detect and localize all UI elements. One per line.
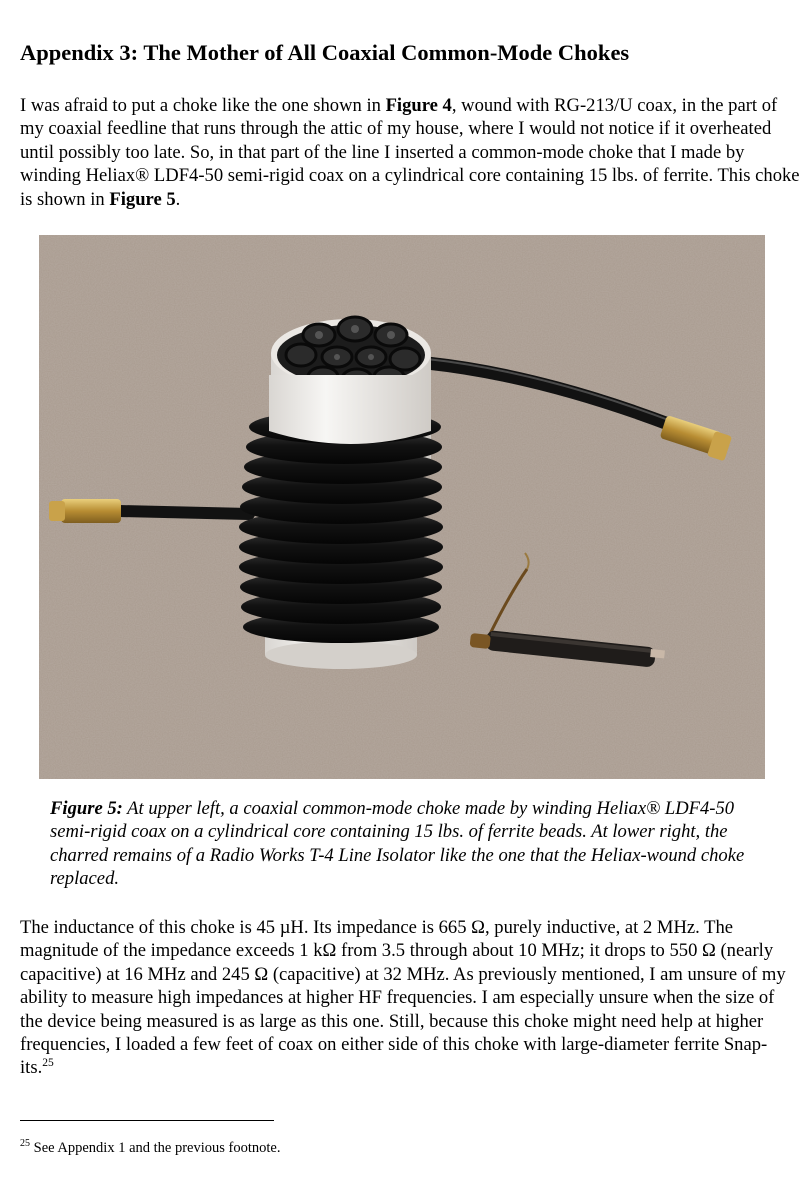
- impedance-text: The inductance of this choke is 45 µH. Its impedance is 665 Ω, purely inductive, at 2 MHz. The magnitude of the impedance exceeds 1 kΩ from 3.5 through about 10 MHz; it drops to 550 Ω (nearly capacitive) at 16 MHz and 245 Ω (capacitive) at 32 MHz. As previously mentioned, I am unsure of my ability to measure high impedances at higher HF frequencies. I am especially unsure when the size of the device being measured is as large as this one. Still, because this choke might need help at higher frequencies, I loaded a few feet of coax on either side of this choke with large-diameter ferrite Snap-its.: [20, 917, 786, 1079]
- intro-text-1: I was afraid to put a choke like the one shown in: [20, 95, 386, 116]
- footnote: [20, 1138, 800, 1157]
- footnote-divider: [20, 1120, 274, 1121]
- choke-photo: [39, 235, 765, 779]
- page-heading: Appendix 3: The Mother of All Coaxial Common-Mode Chokes: [20, 40, 630, 65]
- intro-text-2: , wound with RG-213/U coax, in the part of my coaxial feedline that runs through the attic of my house, where I would not notice if it overheated until possibly too late. So, in that part of the line I inserted a common-mode choke that I made by winding Heliax® LDF4-50 semi-rigid coax on a cylindrical core containing 15 lbs. of ferrite. This choke is shown in: [20, 95, 800, 210]
- footnote-reference[interactable]: 25: [42, 1057, 54, 1070]
- figure-label: Figure 5:: [50, 798, 123, 819]
- figure-5-ref: Figure 5: [109, 188, 176, 210]
- impedance-paragraph: [20, 916, 800, 1080]
- intro-paragraph: [20, 94, 800, 211]
- figure-4-ref: Figure 4: [385, 95, 452, 116]
- pipe-collar-over-coil: [269, 375, 431, 444]
- footnote-number: 25: [20, 1138, 30, 1149]
- footnote-text: See Appendix 1 and the previous footnote.: [30, 1140, 281, 1156]
- intro-text-3: .: [175, 188, 181, 210]
- figure-caption: [50, 797, 770, 891]
- figure-caption-text: At upper left, a coaxial common-mode choke made by winding Heliax® LDF4-50 semi-rigid coax on a cylindrical core containing 15 lbs. of ferrite beads. At lower right, the charred remains of a Radio Works T-4 Line Isolator like the one that the Heliax-wound choke replaced.: [50, 798, 745, 890]
